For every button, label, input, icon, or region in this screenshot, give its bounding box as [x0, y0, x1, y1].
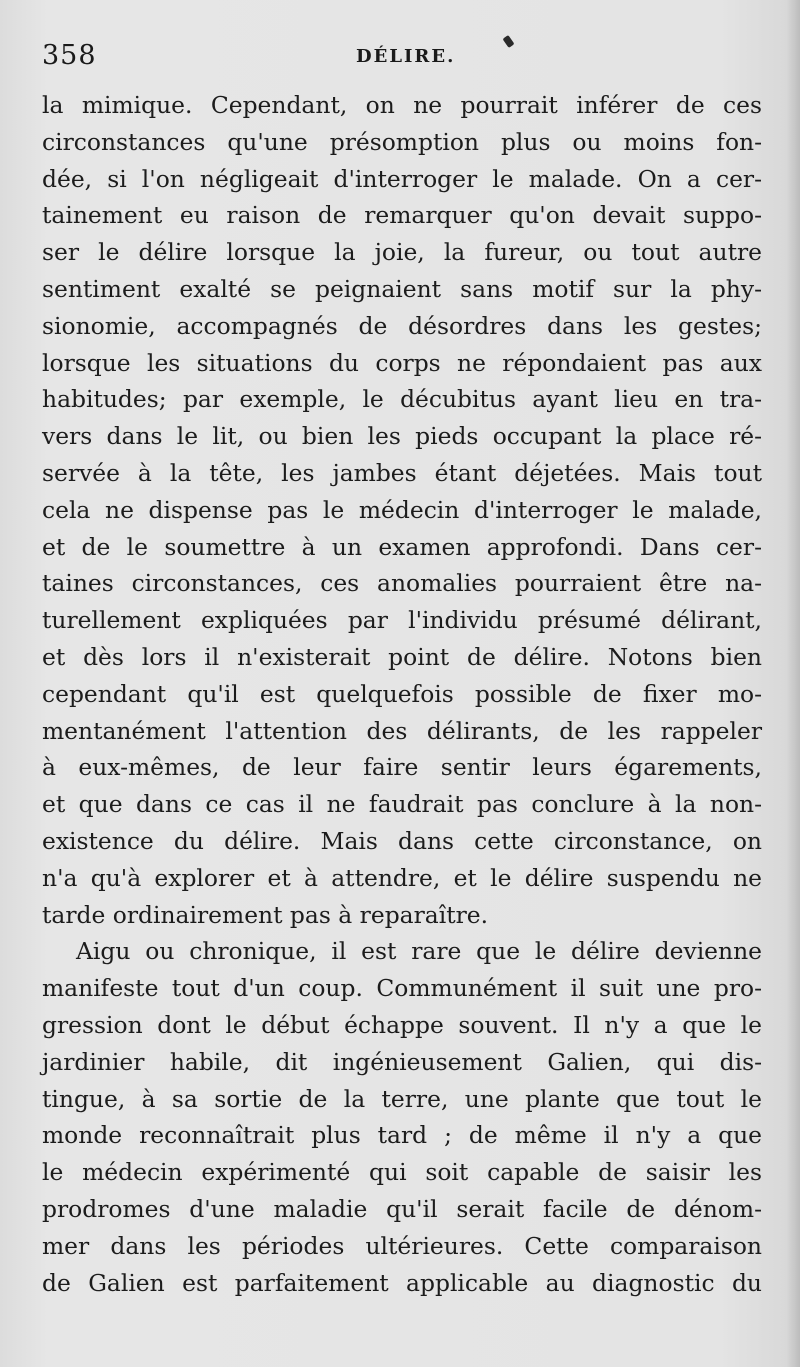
text-line: vers dans le lit, ou bien les pieds occupant la place ré-	[42, 422, 762, 451]
text-line: existence du délire. Mais dans cette circonstance, on	[42, 826, 762, 855]
text-line: dée, si l'on négligeait d'interroger le malade. On a cer-	[42, 164, 762, 193]
text-line: et dès lors il n'existerait point de délire. Notons bien	[42, 642, 762, 671]
text-line: sentiment exalté se peignaient sans motif sur la phy-	[42, 274, 762, 303]
text-line: à eux-mêmes, de leur faire sentir leurs égarements,	[42, 753, 762, 782]
text-line: gression dont le début échappe souvent. Il n'y a que le	[42, 1010, 762, 1039]
text-line: cela ne dispense pas le médecin d'interroger le malade,	[42, 495, 762, 524]
text-line: tingue, à sa sortie de la terre, une plante que tout le	[42, 1084, 762, 1113]
text-line: tainement eu raison de remarquer qu'on devait suppo-	[42, 201, 762, 230]
text-line: circonstances qu'une présomption plus ou moins fon-	[42, 127, 762, 156]
text-line: jardinier habile, dit ingénieusement Galien, qui dis-	[42, 1047, 762, 1076]
page-number: 358	[42, 40, 97, 71]
text-line: Aigu ou chronique, il est rare que le délire devienne	[76, 937, 762, 966]
text-line: turellement expliquées par l'individu présumé délirant,	[42, 606, 762, 635]
text-line: mentanément l'attention des délirants, de les rappeler	[42, 716, 762, 745]
body-text	[42, 87, 762, 1301]
page-edge-shadow	[786, 0, 800, 1367]
text-line: tarde ordinairement pas à reparaître.	[42, 900, 489, 929]
text-line: lorsque les situations du corps ne répondaient pas aux	[42, 348, 762, 377]
text-line: manifeste tout d'un coup. Communément il suit une pro-	[42, 974, 762, 1003]
text-line: ser le délire lorsque la joie, la fureur, ou tout autre	[42, 238, 762, 267]
text-line: la mimique. Cependant, on ne pourrait inférer de ces	[42, 91, 762, 119]
text-line: mer dans les périodes ultérieures. Cette comparaison	[42, 1231, 762, 1260]
running-title: DÉLIRE.	[356, 46, 456, 67]
text-line: cependant qu'il est quelquefois possible de fixer mo-	[42, 679, 762, 708]
text-line: monde reconnaîtrait plus tard ; de même il n'y a que	[42, 1121, 762, 1150]
text-line: servée à la tête, les jambes étant déjetées. Mais tout	[42, 458, 762, 487]
text-line: n'a qu'à explorer et à attendre, et le délire suspendu ne	[42, 863, 762, 892]
text-line: le médecin expérimenté qui soit capable de saisir les	[42, 1158, 762, 1187]
text-line: et que dans ce cas il ne faudrait pas conclure à la non-	[42, 790, 762, 819]
paragraph-1	[42, 87, 762, 933]
page-header	[42, 40, 752, 80]
paragraph-2	[42, 933, 762, 1301]
text-line: prodromes d'une maladie qu'il serait facile de dénom-	[42, 1194, 762, 1223]
text-line: de Galien est parfaitement applicable au diagnostic du	[42, 1268, 762, 1297]
text-line: et de le soumettre à un examen approfondi. Dans cer-	[42, 532, 762, 561]
text-line: sionomie, accompagnés de désordres dans les gestes;	[42, 311, 762, 340]
text-line: taines circonstances, ces anomalies pourraient être na-	[42, 569, 762, 598]
text-line: habitudes; par exemple, le décubitus ayant lieu en tra-	[42, 385, 762, 414]
